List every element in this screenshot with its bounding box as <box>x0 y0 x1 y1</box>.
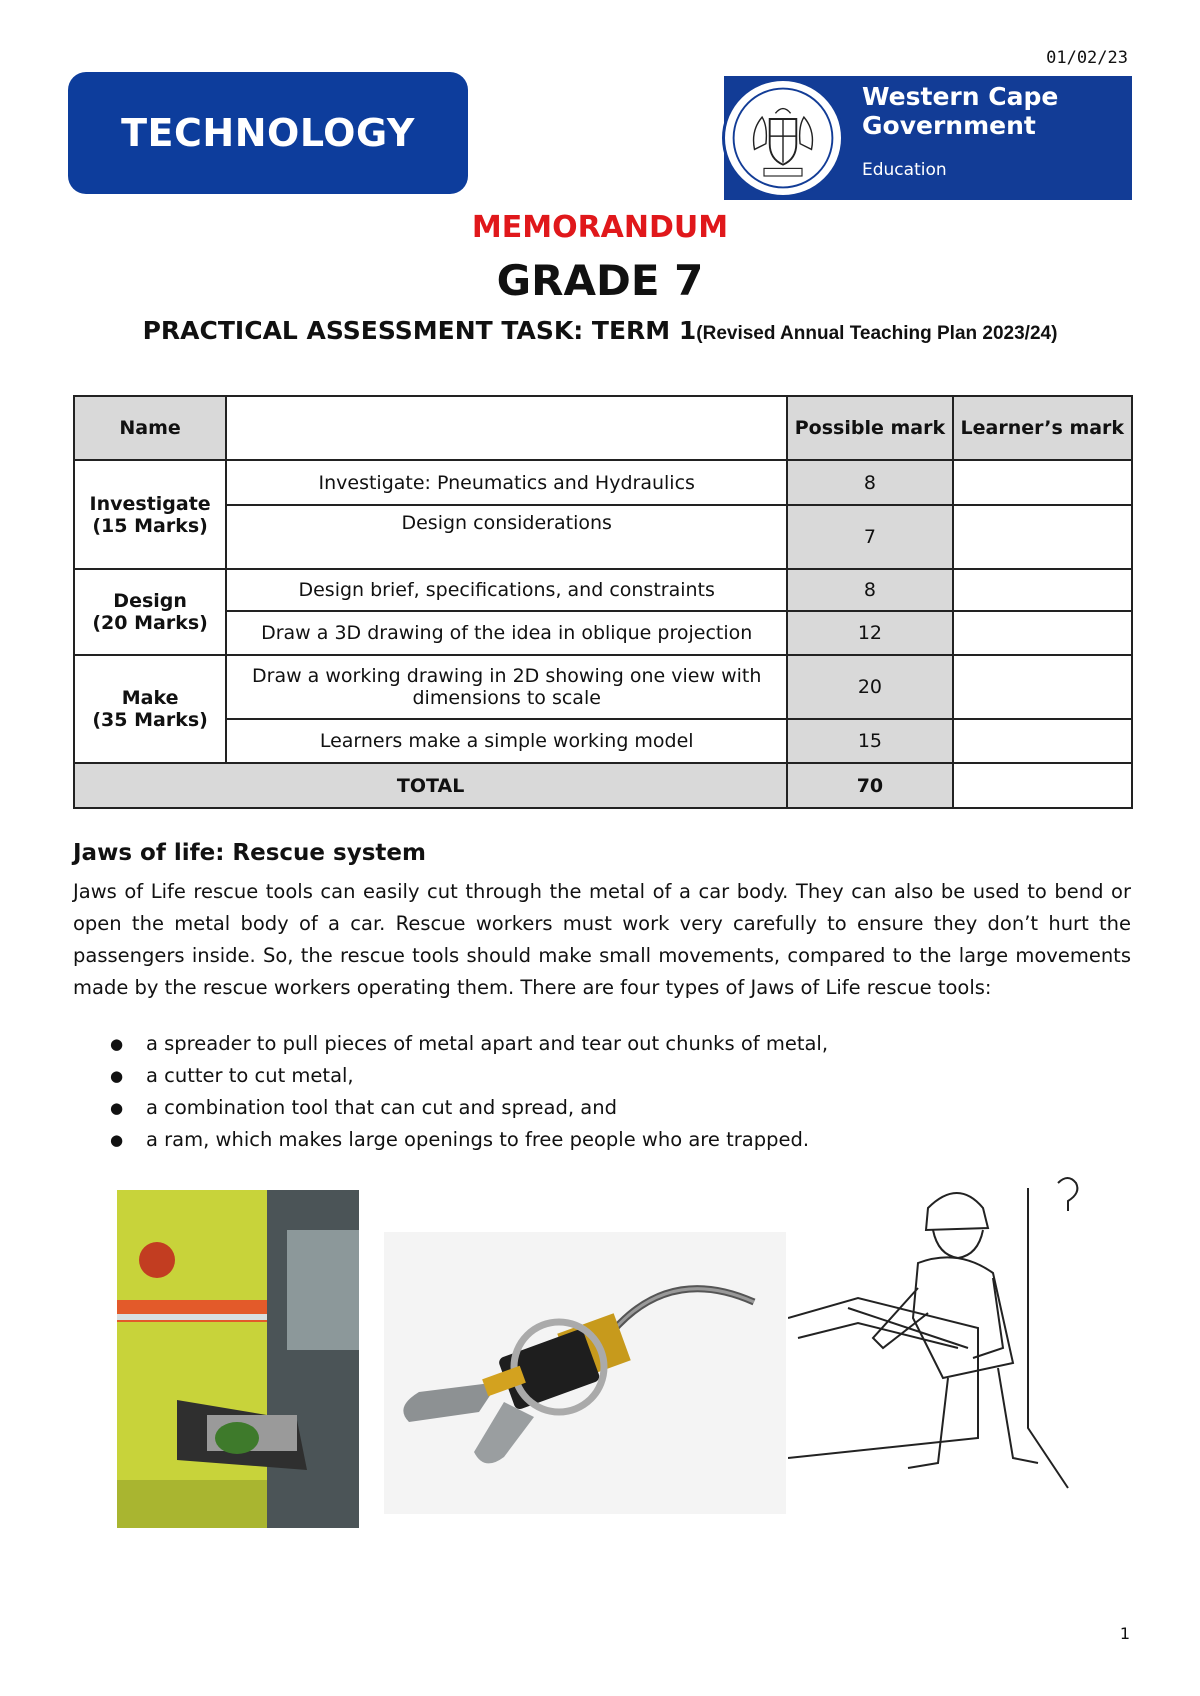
hydraulic-cutter-photo <box>384 1232 786 1514</box>
task-title <box>0 316 1200 345</box>
section-label: Design <box>113 590 187 612</box>
list-item: ● a cutter to cut metal, <box>100 1060 828 1092</box>
memorandum-title: MEMORANDUM <box>471 210 729 245</box>
wcg-logo <box>724 76 1132 200</box>
possible-mark-cell: 12 <box>787 611 952 655</box>
learner-mark-cell[interactable] <box>953 719 1132 763</box>
subject-banner: TECHNOLOGY <box>68 72 468 194</box>
task-title-sub: (Revised Annual Teaching Plan 2023/24) <box>696 323 1058 344</box>
section-design <box>74 569 226 655</box>
logo-line-3: Education <box>862 160 947 180</box>
learner-mark-cell[interactable] <box>953 505 1132 569</box>
task-cell: Draw a working drawing in 2D showing one view with dimensions to scale <box>226 655 787 719</box>
section-investigate <box>74 460 226 569</box>
learner-mark-cell[interactable] <box>953 460 1132 505</box>
page-number: 1 <box>1119 1624 1130 1643</box>
header-name: Name <box>74 396 226 460</box>
logo-line-2: Government <box>862 111 1036 140</box>
tools-list <box>100 1028 828 1156</box>
learner-mark-cell[interactable] <box>953 611 1132 655</box>
learner-total-cell[interactable] <box>953 763 1132 808</box>
header-learner-mark: Learner’s mark <box>953 396 1132 460</box>
possible-mark-cell: 8 <box>787 569 952 611</box>
task-title-main: PRACTICAL ASSESSMENT TASK: TERM 1 <box>142 316 697 345</box>
section-make <box>74 655 226 763</box>
learner-mark-cell[interactable] <box>953 569 1132 611</box>
task-cell: Draw a 3D drawing of the idea in oblique projection <box>226 611 787 655</box>
learner-mark-cell[interactable] <box>953 655 1132 719</box>
task-cell: Investigate: Pneumatics and Hydraulics <box>226 460 787 505</box>
list-item: ● a combination tool that can cut and spread, and <box>100 1092 828 1124</box>
firefighter-illustration <box>788 1168 1128 1498</box>
task-cell: Design brief, specifications, and constraints <box>226 569 787 611</box>
logo-line-1: Western Cape <box>862 82 1059 111</box>
section-marks: (35 Marks) <box>92 709 208 731</box>
total-mark: 70 <box>787 763 952 808</box>
name-field[interactable] <box>226 396 787 460</box>
document-date: 01/02/23 <box>1046 48 1128 68</box>
possible-mark-cell: 8 <box>787 460 952 505</box>
grade-title: GRADE 7 <box>496 256 704 305</box>
header-possible-mark: Possible mark <box>787 396 952 460</box>
list-item: ● a spreader to pull pieces of metal apart and tear out chunks of metal, <box>100 1028 828 1060</box>
section-marks: (15 Marks) <box>92 514 208 537</box>
task-cell: Learners make a simple working model <box>226 719 787 763</box>
section-label: Investigate <box>89 492 211 515</box>
possible-mark-cell: 15 <box>787 719 952 763</box>
total-label: TOTAL <box>74 763 787 808</box>
section-marks: (20 Marks) <box>92 612 208 634</box>
list-item: ● a ram, which makes large openings to free people who are trapped. <box>100 1124 828 1156</box>
rescue-worker-photo <box>117 1190 359 1528</box>
section-label: Make <box>121 687 179 709</box>
marks-table <box>73 395 1133 809</box>
task-cell: Design considerations <box>226 505 787 569</box>
possible-mark-cell: 7 <box>787 505 952 569</box>
coat-of-arms-icon <box>722 78 844 198</box>
intro-paragraph: Jaws of Life rescue tools can easily cut through the metal of a car body. They can also be used to bend or open the metal body of a car. Rescue workers must work very carefully to ensure they don’t hurt the passengers inside. So, the rescue tools should make small movements, compared to the large movements made by the rescue workers operating them. There are four types of Jaws of Life rescue tools: <box>73 880 1131 999</box>
section-heading: Jaws of life: Rescue system <box>73 840 426 866</box>
possible-mark-cell: 20 <box>787 655 952 719</box>
